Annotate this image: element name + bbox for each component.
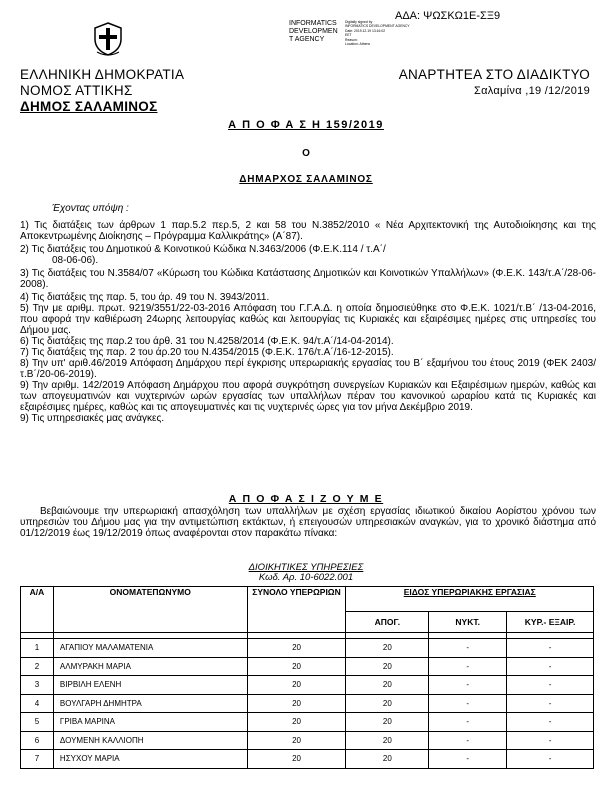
having-label: Έχοντας υπόψη : — [52, 203, 129, 214]
list-item: 08-06-06). — [52, 255, 99, 266]
list-item: 5) Την με αριθμ. πρωτ. 9219/3551/22-03-2016 Απόφαση του Γ.Γ.Α.Δ. η οποία δημοσιεύθηκε στο Φ.Ε.Κ. 1021/τ.Β΄ /13-04-2016, που αφορά την καθιέρωση 24ωρης λειτουργίας καθώς και λειτουργίας τις Κυριακές και εξαιρέσιμες ημέρες στις υπηρεσίες του Δήμου μας. — [20, 303, 596, 336]
signature-label: INFORMATICS DEVELOPMEN T AGENCY — [289, 20, 338, 43]
ada-code: ΑΔΑ: ΨΩΣΚΩ1Ε-ΣΞ9 — [395, 10, 501, 22]
table-row: 1 ΑΓΑΠΙΟΥ ΜΑΛΑΜΑΤΕΝΙΑ 20 20 - - — [21, 639, 594, 658]
table-row: 6 ΔΟΥΜΕΝΗ ΚΑΛΛΙΟΠΗ 20 20 - - — [21, 731, 594, 750]
o-label: Ο — [302, 148, 310, 159]
list-item: 9) Την αριθμ. 142/2019 Απόφαση Δημάρχου που αφορά συγκρότηση συνεργείων Κυριακών και Εξαιρέσιμων ημερών, καθώς και των απογευματινών και νυχτερινών ωρών εργασίας των υπαλλήλων πέραν του κανονικού ωραρίου κατά τις Κυριακές και εξαιρέσιμες ημέρες, καθώς και τις απογευματινές και τις νυχτερινές ώρες για τον μήνα Δεκέμβριο 2019. — [20, 380, 596, 413]
list-item: 3) Τις διατάξεις του Ν.3584/07 «Κύρωση του Κώδικα Κατάστασης Δημοτικών και Κοινοτικών Υπαλλήλων» (Φ.Ε.Κ. 143/τ.Α΄/28-06-2008). — [20, 268, 596, 290]
section-code: Κωδ. Αρ. 10-6022.001 — [258, 572, 354, 583]
section-title: ΔΙΟΙΚΗΤΙΚΕΣ ΥΠΗΡΕΣΙΕΣ — [248, 562, 364, 573]
considerations-list — [20, 220, 596, 426]
overtime-table — [20, 586, 594, 769]
list-item: 2) Τις διατάξεις του Δημοτικού & Κοινοτικού Κώδικα Ν.3463/2006 (Φ.Ε.Κ.114 / τ.Α΄/ — [20, 244, 386, 255]
list-item: 8) Την υπ' αριθ.46/2019 Απόφαση Δημάρχου περί έγκρισης υπερωριακής εργασίας του Β΄ εξαμήνου του έτους 2019 (ΦΕΚ 2403/τ.Β΄/20-06-2019). — [20, 358, 596, 380]
list-item: 7) Τις διατάξεις της παρ. 2 του άρ.20 του Ν.4354/2015 (Φ.Ε.Κ. 176/τ.Α΄/16-12-2015). — [20, 347, 394, 358]
mayor-title: ΔΗΜΑΡΧΟΣ ΣΑΛΑΜΙΝΟΣ — [239, 174, 373, 185]
decide-title: Α Π Ο Φ Α Σ Ι Ζ Ο Υ Μ Ε — [228, 493, 384, 505]
list-item: 6) Τις διατάξεις της παρ.2 του άρθ. 31 του Ν.4258/2014 (Φ.Ε.Κ. 94/τ.Α΄/14-04-2014). — [20, 336, 394, 347]
publish-online-label: ΑΝΑΡΤΗΤΕΑ ΣΤΟ ΔΙΑΔΙΚΤΥΟ — [398, 67, 590, 82]
header-right — [399, 67, 590, 99]
table-row: 2 ΑΛΜΥΡΑΚΗ ΜΑΡΙΑ 20 20 - - — [21, 657, 594, 676]
municipality-label: ΔΗΜΟΣ ΣΑΛΑΜΙΝΟΣ — [20, 99, 158, 114]
column-header-nykt: ΝΥΚΤ. — [429, 612, 507, 633]
decide-text: Βεβαιώνουμε την υπερωριακή απασχόληση των υπαλλήλων με σχέση εργασίας ιδιωτικού δικαίου Αορίστου χρόνου των υπηρεσιών του Δήμου μας για την αντιμετώπιση εκτάκτων, ή επειγουσών υπηρεσιακών αναγκών, για το χρονικό διάστημα από 01/12/2019 έως 19/12/2019 όπως αναφέρονται στον παρακάτω πίνακα: — [20, 506, 596, 539]
list-item: 9) Τις υπηρεσιακές μας ανάγκες. — [20, 413, 165, 424]
column-header-type: ΕΙΔΟΣ ΥΠΕΡΩΡΙΑΚΗΣ ΕΡΓΑΣΙΑΣ — [346, 587, 594, 612]
republic-label: ΕΛΛΗΝΙΚΗ ΔΗΜΟΚΡΑΤΙΑ — [20, 67, 185, 82]
column-header-total: ΣΥΝΟΛΟ ΥΠΕΡΩΡΙΩΝ — [247, 587, 346, 633]
prefecture-label: ΝΟΜΟΣ ΑΤΤΙΚΗΣ — [20, 83, 133, 98]
table-row: 3 ΒΙΡΒΙΛΗ ΕΛΕΝΗ 20 20 - - — [21, 676, 594, 695]
section-heading — [0, 563, 612, 583]
list-item: 4) Τις διατάξεις της παρ. 5, του άρ. 49 του Ν. 3943/2011. — [20, 292, 270, 303]
table-row: 7 ΗΣΥΧΟΥ ΜΑΡΙΑ 20 20 - - — [21, 750, 594, 769]
table-row: 5 ΓΡΙΒΑ ΜΑΡΙΝΑ 20 20 - - — [21, 713, 594, 732]
header-left — [20, 67, 184, 115]
decision-title: Α Π Ο Φ Α Σ Η 159/2019 — [228, 119, 384, 131]
greek-emblem-icon — [93, 22, 123, 56]
column-header-kyr: ΚΥΡ.- ΕΞΑΙΡ. — [507, 612, 594, 633]
list-item: 1) Τις διατάξεις των άρθρων 1 παρ.5.2 περ.5, 2 και 58 του Ν.3852/2010 « Νέα Αρχιτεκτονική της Αυτοδιοίκησης και της Αποκεντρωμένης Διοίκησης – Πρόγραμμα Καλλικράτης» (Α΄87). — [20, 220, 596, 242]
column-header-apog: ΑΠΟΓ. — [346, 612, 429, 633]
signature-details: Digitally signed by INFORMATICS DEVELOPMENT AGENCY Date: 2019.12.19 13:16:02 EET Reason: Location: Athens — [345, 20, 410, 47]
column-header-name: ΟΝΟΜΑΤΕΠΩΝΥΜΟ — [53, 587, 247, 633]
document-date: Σαλαμίνα ,19 /12/2019 — [473, 85, 590, 97]
table-row: 4 ΒΟΥΛΓΑΡΗ ΔΗΜΗΤΡΑ 20 20 - - — [21, 694, 594, 713]
column-header-aa: Α/Α — [21, 587, 54, 633]
